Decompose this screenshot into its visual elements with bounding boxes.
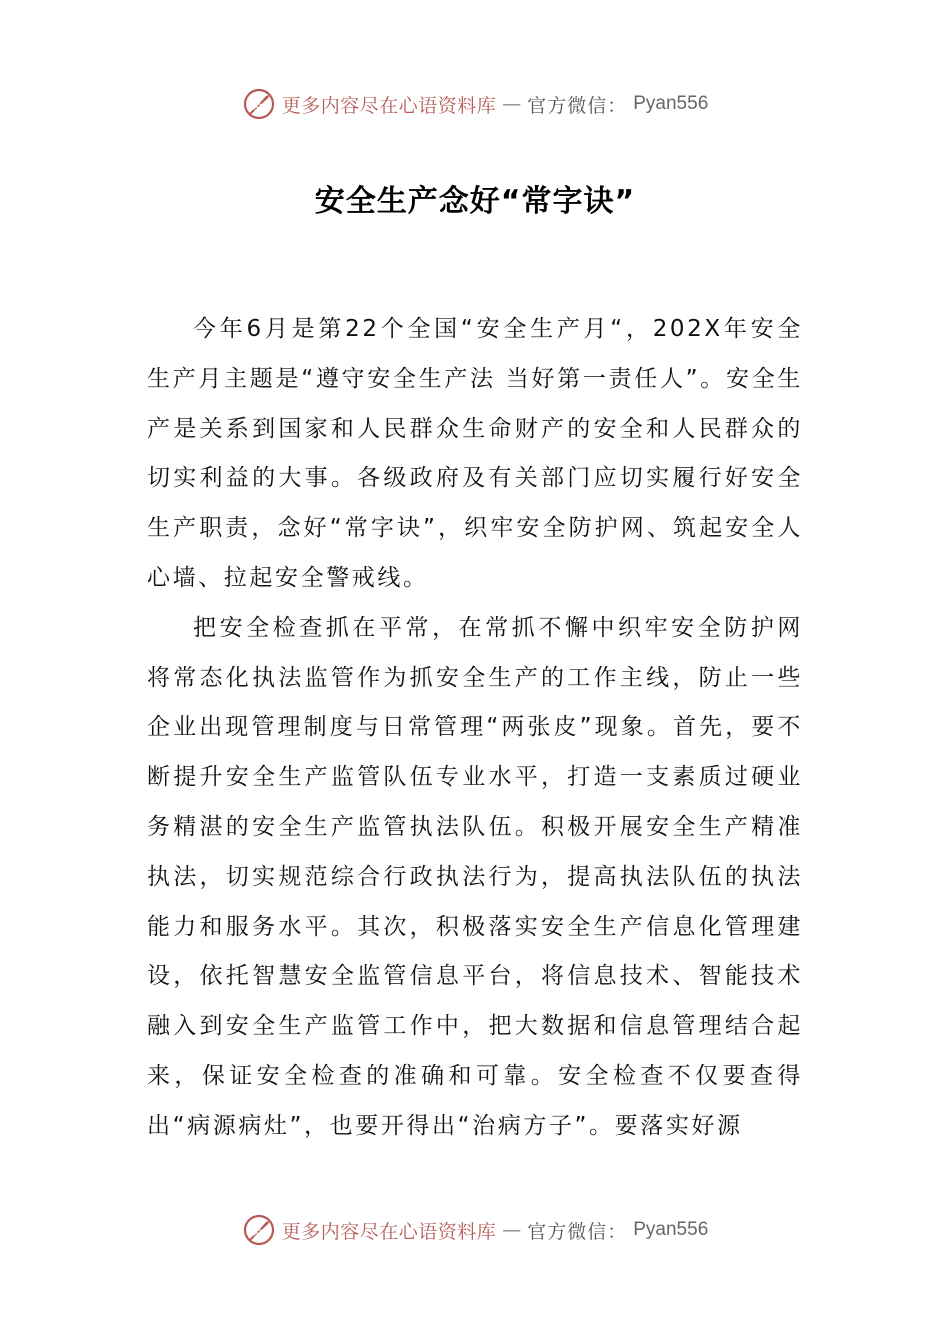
- paragraph-1: 今年6月是第22个全国“安全生产月“，202X年安全生产月主题是“遵守安全生产法 当好第一责任人”。安全生产是关系到国家和人民群众生命财产的安全和人民群众的切实利益的大事。各级政府及有关部门应切实履行好安全生产职责，念好“常字诀”，织牢安全防护网、筑起安全人心墙、拉起安全警戒线。: [147, 316, 803, 591]
- document-body: [147, 305, 803, 1152]
- document-title: 安全生产念好“常字诀”: [314, 184, 636, 219]
- footer-watermark: [0, 1210, 950, 1250]
- separator: —: [502, 1219, 522, 1241]
- wechat-id: Pyan556: [633, 93, 709, 114]
- feather-pen-icon: [242, 1213, 276, 1247]
- header-watermark: [0, 84, 950, 124]
- site-name: 更多内容尽在心语资料库: [281, 94, 497, 117]
- wechat-label: 官方微信：: [527, 1220, 628, 1243]
- paragraph-2: 把安全检查抓在平常，在常抓不懈中织牢安全防护网将常态化执法监管作为抓安全生产的工作主线，防止一些企业出现管理制度与日常管理“两张皮”现象。首先，要不断提升安全生产监管队伍专业水平，打造一支素质过硬业务精湛的安全生产监管执法队伍。积极开展安全生产精准执法，切实规范综合行政执法行为，提高执法队伍的执法能力和服务水平。其次，积极落实安全生产信息化管理建设，依托智慧安全监管信息平台，将信息技术、智能技术融入到安全生产监管工作中，把大数据和信息管理结合起来，保证安全检查的准确和可靠。安全检查不仅要查得出“病源病灶”，也要开得出“治病方子”。要落实好源: [147, 614, 803, 1139]
- separator: —: [502, 93, 522, 115]
- feather-pen-icon: [242, 87, 276, 121]
- wechat-id: Pyan556: [633, 1219, 709, 1240]
- wechat-label: 官方微信：: [527, 94, 628, 117]
- site-name: 更多内容尽在心语资料库: [281, 1220, 497, 1243]
